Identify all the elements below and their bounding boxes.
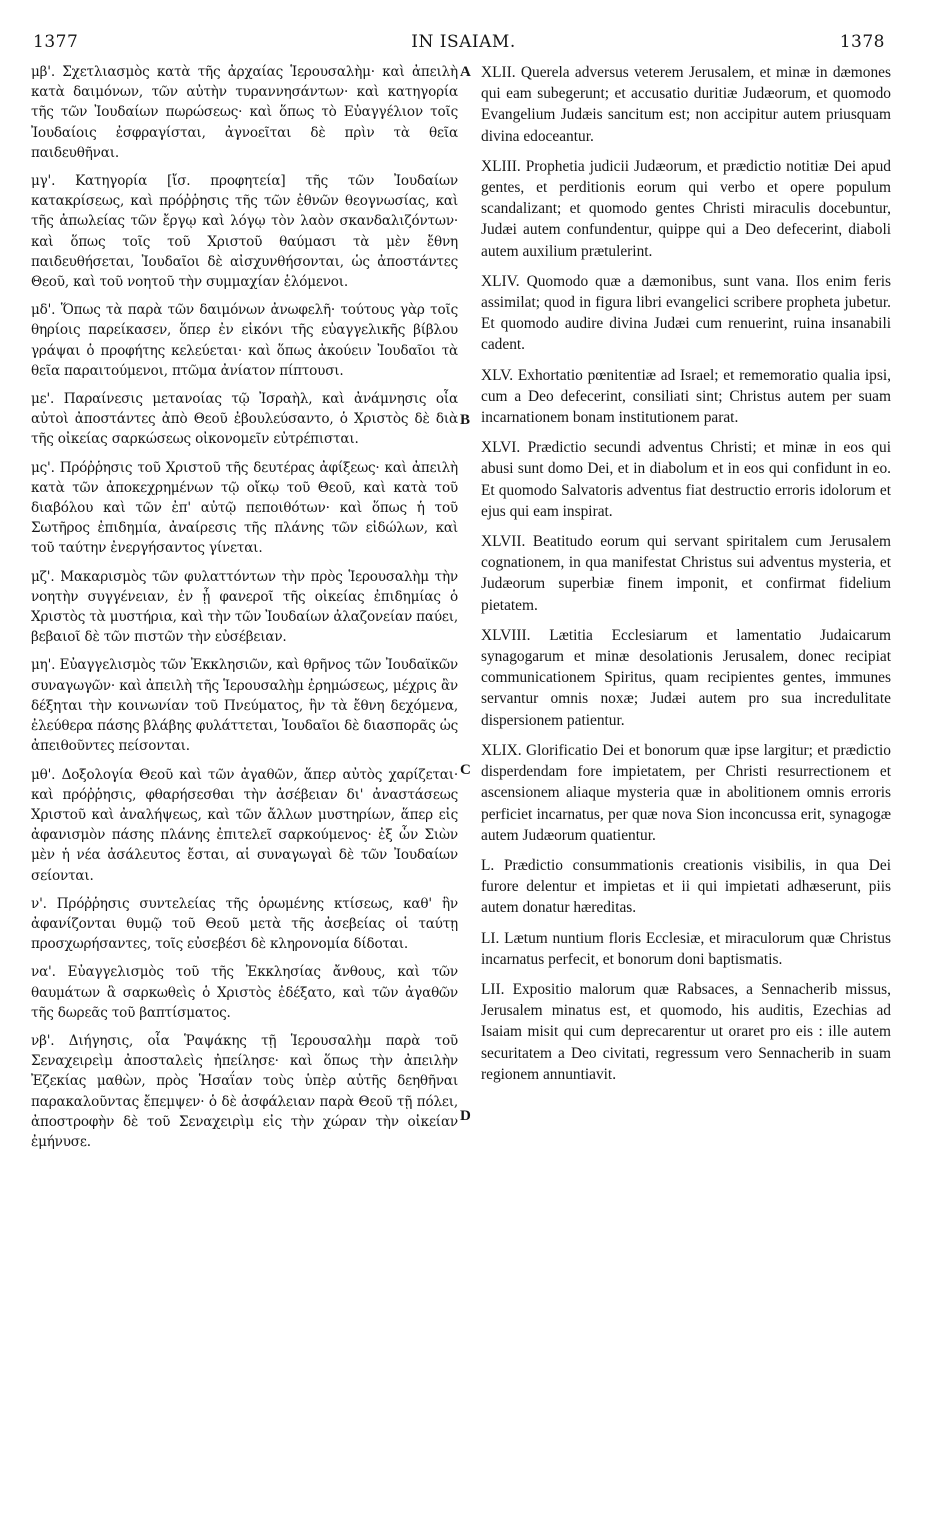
greek-paragraph-42: μβ'. Σχετλιασμὸς κατὰ τῆς ἀρχαίας Ἱερουσαλὴμ· καὶ ἀπειλὴ κατὰ δαιμόνων, τῶν αὐτὴν τυραννησάντων· καὶ κατηγορία τῆς τῶν Ἰουδαίων πωρώσεως· καὶ ὅπως τὸ Εὐαγγέλιον τοῖς Ἰουδαίοις ἐσφραγίσται, ἀγνοεῖται δὲ πρὶν τὰ θεῖα παιδευθῆναι. [31,64,458,161]
latin-paragraph-45: XLV. Exhortatio pœnitentiæ ad Israel; et rememoratio qualia ipsi, cum a Deo defecerint, consiliati sint; Christus autem per suam incarnationem bonam institutionem parat. [481,366,891,427]
margin-marker-b: B [460,412,471,428]
greek-column [31,62,458,1160]
latin-paragraph-47: XLVII. Beatitudo eorum qui servant spiritalem cum Jerusalem cognationem, in qua manifestat Christus sui adventus mysteria, et Judæorum superbiæ finem imponit, et confirmat fidelium pietatem. [481,533,891,614]
running-title: IN ISAIAM. [411,32,516,52]
page-number-left: 1377 [33,32,79,52]
greek-paragraph-50: ν'. Πρόῤῥησις συντελείας τῆς ὁρωμένης κτίσεως, καθ' ἣν ἀφανίζονται θυμῷ τοῦ Θεοῦ μετὰ τῆς ἀσεβείας οἱ ταύτῃ προσχωρήσαντες, τοῖς εὐσεβέσι δὲ κληρονομία δίδοται. [31,895,458,953]
latin-paragraph-50: L. Prædictio consummationis creationis visibilis, in qua Dei furore delentur et impietas et ii qui impietati adhæserunt, piis autem donatur hæreditas. [481,856,891,917]
latin-paragraph-48: XLVIII. Lætitia Ecclesiarum et lamentatio Judaicarum synagogarum et minæ desolationis Jerusalem, donec recipiat communicationem Spiritus, quam recipientes gentes, immunes servantur omnis noxæ; Judæi autem pro sua incredulitate dispersionem patientur. [481,626,891,729]
latin-column [481,62,891,1094]
greek-paragraph-49: μθ'. Δοξολογία Θεοῦ καὶ τῶν ἀγαθῶν, ἅπερ αὐτὸς χαρίζεται· καὶ πρόῤῥησις, φθαρήσεσθαι τὴν ἀσέβειαν δι' ἀναστάσεως Χριστοῦ καὶ ἀναλήψεως, καὶ τῶν ἄλλων μυστηρίων, ἅπερ εἰς ἀφανισμὸν πάσης πλάνης ἐπιτελεῖ σαρκούμενος· ἐξ ὧν Σιὼν μὲν ἡ νέα ἀσάλευτος ἔσται, αἱ συναγωγαὶ δὲ τῶν Ἰουδαίων σείονται. [31,766,458,884]
page-number-right: 1378 [839,32,885,52]
latin-paragraph-44: XLIV. Quomodo quæ a dæmonibus, sunt vana. Ilos enim feris assimilat; quod in figura libri evangelici scribere propheta jubetur. Et quomodo audire divina Judæi cum renuerint, ruina insanabili cadent. [481,272,891,354]
latin-paragraph-52: LII. Expositio malorum quæ Rabsaces, a Sennacherib missus, Jerusalem minatus est, et quomodo, his auditis, Ezechias ad Isaiam misit qui cum deprecarentur ut oraret pro eis : ille autem securitatem a Deo civitati, regressum vero Sennacherib in suam regionem annuntiavit. [481,980,891,1083]
greek-paragraph-46: μς'. Πρόῤῥησις τοῦ Χριστοῦ τῆς δευτέρας ἀφίξεως· καὶ ἀπειλὴ κατὰ τῶν ἀποκεχρημένων τῷ οἴκῳ τοῦ Θεοῦ, καὶ κατὰ τοῦ διαβόλου καὶ τῶν ἐπ' αὐτῷ πεποιθότων· καὶ ὅπως ἡ τοῦ Σωτῆρος ἐπιδημία, ἀναίρεσις τῆς πλάνης τῶν εἰδώλων, καὶ τοῦ ταύτην ἐνεργήσαντος γίνεται. [31,459,458,557]
latin-paragraph-49: XLIX. Glorificatio Dei et bonorum quæ ipse largitur; et prædictio disperdendam fore impietatem, per Christi resurrectionem et ascensionem aliaque mysteria quæ in abolitionem omnis erroris perficiet incarnatus, per quæ nova Sion inconcussa erit, synagogæ autem Judæorum quatientur. [481,741,891,844]
margin-marker-c: C [460,762,471,778]
latin-paragraph-46: XLVI. Prædictio secundi adventus Christi; et minæ in eos qui abusi sunt domo Dei, et in diabolum et in eos qui confidunt in eo. Et quomodo Salvatoris adventus fiat destructio erroris idolorum et ejus qui eam inspirat. [481,439,891,520]
greek-paragraph-52: νβ'. Διήγησις, οἷα Ῥαψάκης τῇ Ἱερουσαλὴμ παρὰ τοῦ Σεναχειρεὶμ ἀποσταλεὶς ἠπείλησε· καὶ ὅπως τὴν ἀπειλὴν Ἐζεκίας μαθὼν, πρὸς Ἡσαΐαν τοὺς ὑπὲρ αὐτῆς δεηθῆναι παρακαλοῦντας ἔπεμψεν· ὁ δὲ ἀσφάλειαν παρὰ Θεοῦ τῇ πόλει, ἀποστροφὴν δὲ τοῦ Σεναχειρὶμ εἰς τὴν χώραν τὴν οἰκείαν ἐμήνυσε. [31,1032,458,1150]
latin-paragraph-43: XLIII. Prophetia judicii Judæorum, et prædictio notitiæ Dei apud gentes, et perditionis eorum qui verbo et opere populum scandalizant; et quomodo gentes Christi miraculis docebuntur, Judæi autem confundentur, quippe qui a Deo defecerint, diaboli autem auxilium prætulerint. [481,157,891,260]
greek-paragraph-51: να'. Εὐαγγελισμὸς τοῦ τῆς Ἐκκλησίας ἄνθους, καὶ τῶν θαυμάτων ἃ σαρκωθεὶς ὁ Χριστὸς ἐδέξατο, καὶ τῶν ἀγαθῶν τῆς δωρεᾶς τοῦ βαπτίσματος. [31,964,458,1021]
greek-paragraph-48: μη'. Εὐαγγελισμὸς τῶν Ἐκκλησιῶν, καὶ θρῆνος τῶν Ἰουδαϊκῶν συναγωγῶν· καὶ ἀπειλὴ τῆς Ἱερουσαλὴμ ἐρημώσεως, μέχρις ἂν δέξηται τὴν κοινωνίαν τοῦ Πνεύματος, ἣν τὰ ἔθνη δεχόμενα, ἐλεύθερα πάσης βλάβης φυλάττεται, Ἰουδαῖοι δὲ διασπορᾶς ὡς ἀπειθοῦντες πείσονται. [31,657,458,755]
greek-paragraph-47: μζ'. Μακαρισμὸς τῶν φυλαττόντων τὴν πρὸς Ἱερουσαλὴμ τὴν νοητὴν συγγένειαν, ἐν ᾗ φανεροῖ τῆς οἰκείας ἐπιδημίας ὁ Χριστὸς τὰ μυστήρια, καὶ τὴν τῶν Ἰουδαίων ἀλαζονείαν παύει, βεβαιοῖ δὲ τῶν πιστῶν τὴν εὐσέβειαν. [31,568,458,646]
margin-marker-d: D [460,1108,471,1124]
greek-paragraph-43: μγ'. Κατηγορία [ἴσ. προφητεία] τῆς τῶν Ἰουδαίων κατακρίσεως, καὶ πρόῤῥησις τῆς τῶν ἐθνῶν θεογνωσίας, καὶ τῆς ἀπωλείας τῶν ἔργῳ καὶ λόγῳ τὸν λαὸν σκανδαλιζόντων· καὶ ὅπως τοῖς τοῦ Χριστοῦ θαύμασι τὰ μὲν ἔθνη παιδευθήσεται, Ἰουδαῖοι δὲ αἰσχυνθήσονται, ὡς ἀποστάντες Θεοῦ, καὶ τοῦ νοητοῦ τὴν συμμαχίαν ἑλόμενοι. [31,173,458,291]
latin-paragraph-42: XLII. Querela adversus veterem Jerusalem, et minæ in dæmones qui eam subegerunt; et accusatio duritiæ Judæorum, et quomodo Evangelium Judæis sancitum est; non accipitur autem priusquam divina edoceantur. [481,64,891,145]
margin-marker-a: A [460,64,471,80]
latin-paragraph-51: LI. Lætum nuntium floris Ecclesiæ, et miraculorum quæ Christus incarnatus perfecit, et bonorum doni baptismatis. [481,929,891,968]
greek-paragraph-44: μδ'. Ὅπως τὰ παρὰ τῶν δαιμόνων ἀνωφελῆ· τούτους γὰρ τοῖς θηρίοις παρείκασεν, ὅπερ ἐν εἰκόνι τῆς εὐαγγελικῆς βίβλου γράψαι ὁ προφήτης κελεύεται· καὶ ὅπως ἀκούειν Ἰουδαῖοι τὰ θεῖα παραιτούμενοι, πτῶμα ἀνίατον πίπτουσι. [31,302,458,379]
greek-paragraph-45: με'. Παραίνεσις μετανοίας τῷ Ἰσραὴλ, καὶ ἀνάμνησις οἷα αὐτοὶ ἀποστάντες ἀπὸ Θεοῦ ἐβουλεύσαντο, ὁ Χριστὸς δὲ διὰ τῆς οἰκείας σαρκώσεως οἰκονομεῖν εὐτρέπισται. [31,391,458,448]
